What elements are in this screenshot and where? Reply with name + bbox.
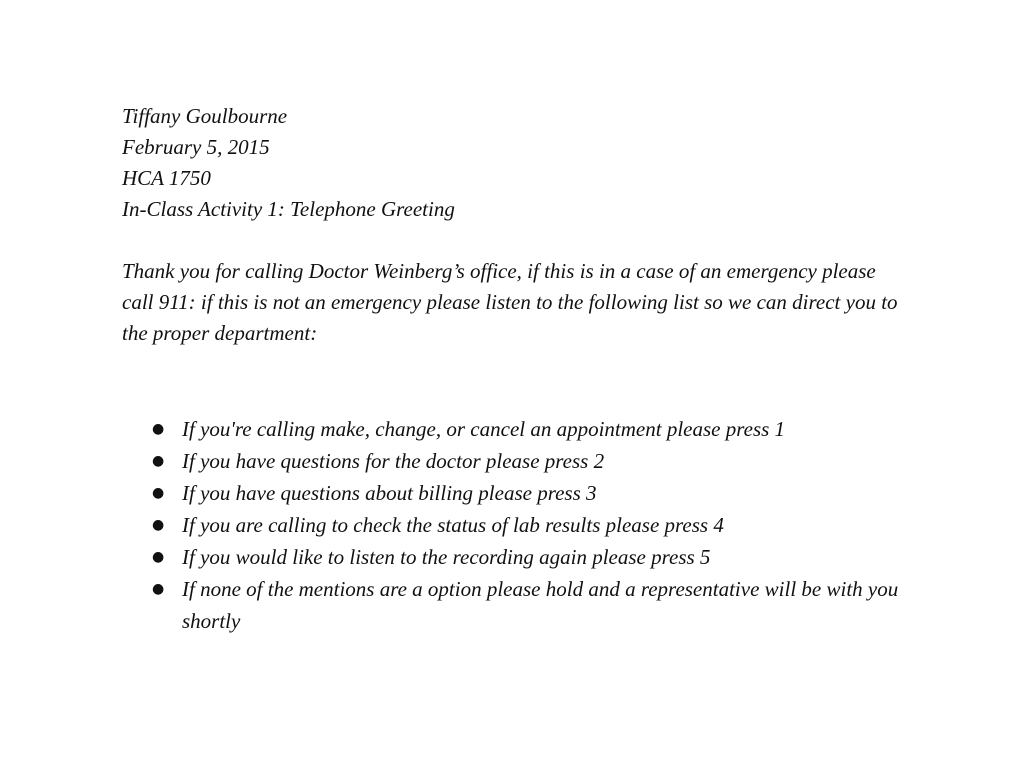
option-text: If you are calling to check the status of lab results please press 4	[182, 513, 724, 537]
bullet-icon: ●	[152, 517, 165, 533]
list-item	[122, 541, 912, 573]
document-date: February 5, 2015	[122, 135, 270, 159]
option-text: If none of the mentions are a option please hold and a representative will be with you shortly	[182, 577, 899, 633]
bullet-icon: ●	[152, 581, 165, 597]
activity-title: In-Class Activity 1: Telephone Greeting	[122, 197, 455, 221]
list-item	[122, 509, 912, 541]
list-item	[122, 477, 912, 509]
option-text: If you're calling make, change, or cancel an appointment please press 1	[182, 417, 786, 441]
course-code: HCA 1750	[122, 166, 211, 190]
list-item	[122, 445, 912, 477]
greeting-paragraph: Thank you for calling Doctor Weinberg’s office, if this is in a case of an emergency please call 911: if this is not an emergency please listen to the following list so we can direct you to the proper department:	[122, 259, 898, 345]
option-text: If you would like to listen to the recording again please press 5	[182, 545, 711, 569]
author-name: Tiffany Goulbourne	[122, 104, 288, 128]
bullet-icon: ●	[152, 485, 165, 501]
bullet-icon: ●	[152, 549, 165, 565]
list-item	[122, 413, 912, 445]
option-text: If you have questions about billing please press 3	[182, 481, 597, 505]
bullet-icon: ●	[152, 421, 165, 437]
option-text: If you have questions for the doctor please press 2	[182, 449, 605, 473]
bullet-icon: ●	[152, 453, 165, 469]
menu-options-list	[122, 413, 912, 637]
list-item	[122, 573, 912, 637]
document-header	[122, 101, 922, 225]
